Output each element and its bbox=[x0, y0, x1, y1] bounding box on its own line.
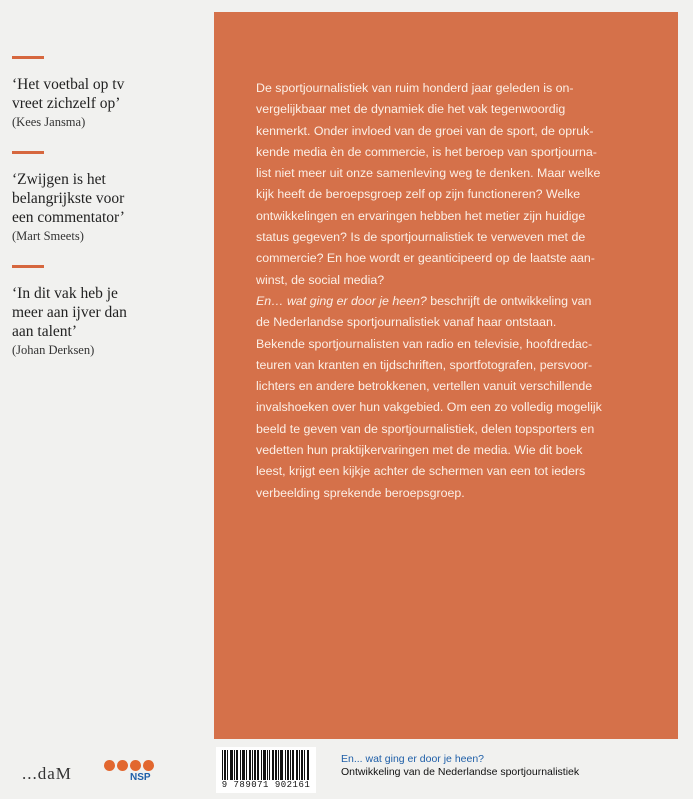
quote-author: (Mart Smeets) bbox=[12, 229, 84, 243]
nsp-logo-text: NSP bbox=[130, 772, 151, 783]
quote-divider bbox=[12, 151, 44, 154]
blurb-body: beschrijft de ontwikkeling van de Nederlandse sportjournalistiek vanaf haar ontstaan. Bekende sportjournalisten van radio en televisie, hoofdredac- teuren van kranten en tijdschriften, sportfotografen, persvoor- lichters en andere betrokkenen, vertellen vanuit verschillende invalshoeken over hun vakgebied. Om een zo volledig mogelijk beeld te geven van de sportjournalistiek, delen topsporters en vedetten hun praktijkervaringen met de media. Wie dit boek leest, krijgt een kijkje achter de schermen van een tot ieders verbeelding sprekende beroepsgroep. bbox=[256, 293, 602, 500]
barcode bbox=[216, 747, 316, 793]
quote-author: (Johan Derksen) bbox=[12, 343, 95, 357]
quote-divider bbox=[12, 265, 44, 268]
barcode-bars-icon bbox=[222, 750, 310, 780]
barcode-digits: 9 789071 902161 bbox=[221, 780, 311, 790]
blurb-book-title: En… wat ging er door je heen? bbox=[256, 293, 427, 308]
cover-panel bbox=[214, 12, 678, 739]
quote-text: ‘In dit vak heb je meer aan ijver dan aan talent’ bbox=[12, 285, 127, 340]
quote-block bbox=[12, 265, 192, 359]
quote-block bbox=[12, 151, 192, 245]
quote-author: (Kees Jansma) bbox=[12, 115, 86, 129]
blurb-intro: De sportjournalistiek van ruim honderd jaar geleden is on- vergelijkbaar met de dynamiek die het vak tegenwoordig kenmerkt. Onder invloed van de groei van de sport, de opruk- kende media èn de commercie, is het beroep van sportjourna- list niet meer uit onze samenleving weg te denken. Maar welke kijk heeft de beroepsgroep zelf op zijn functioneren? Welke ontwikkelingen en ervaringen hebben het metier zijn huidige status gegeven? Is de sportjournalistiek te verweven met de commercie? En hoe wordt er geanticipeerd op de laatste aan- winst, de social media? bbox=[256, 81, 601, 287]
quote-text: ‘Zwijgen is het belangrijkste voor een commentator’ bbox=[12, 171, 125, 226]
quote-block bbox=[12, 56, 192, 131]
blurb-paragraph bbox=[256, 291, 656, 504]
blurb bbox=[256, 78, 656, 504]
quote-text: ‘Het voetbal op tv vreet zichzelf op’ bbox=[12, 76, 125, 112]
caption-subtitle: Ontwikkeling van de Nederlandse sportjournalistiek bbox=[341, 766, 580, 778]
nsp-logo bbox=[104, 760, 168, 790]
nsp-rings-icon bbox=[104, 760, 168, 771]
quotes-column bbox=[12, 56, 192, 379]
quote-divider bbox=[12, 56, 44, 59]
dam-logo: ...daM bbox=[22, 764, 72, 783]
caption-title: En... wat ging er door je heen? bbox=[341, 753, 485, 765]
barcode-caption bbox=[341, 753, 579, 779]
